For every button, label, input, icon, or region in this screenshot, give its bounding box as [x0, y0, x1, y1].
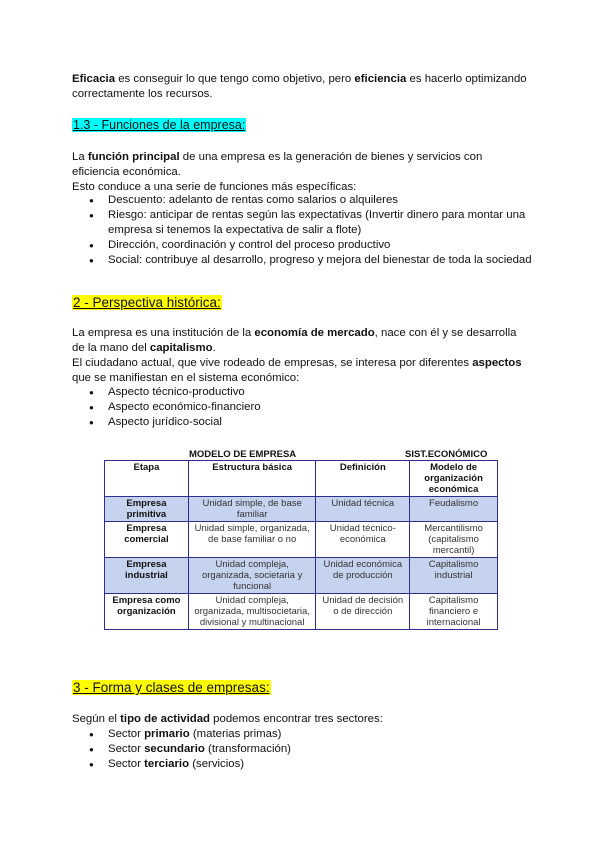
table-caption-right: SIST.ECONÓMICO — [405, 449, 488, 460]
table-cell: Unidad compleja, organizada, multisocietaria, divisional y multinacional — [188, 594, 316, 630]
heading-perspectiva: 2 - Perspectiva histórica: — [73, 295, 221, 310]
list-item: ● Dirección, coordinación y control del proceso productivo — [72, 238, 532, 253]
heading-funciones: 1.3 - Funciones de la empresa: — [73, 118, 246, 132]
list-item: ● Aspecto económico-financiero — [72, 400, 532, 415]
table-row — [105, 497, 498, 522]
heading-forma-clases: 3 - Forma y clases de empresas: — [73, 680, 270, 695]
table-cell: Unidad simple, organizada, de base familiar o no — [188, 522, 316, 558]
table-row — [105, 558, 498, 594]
table-cell: Unidad compleja, organizada, societaria y funcional — [188, 558, 316, 594]
table-cell: Feudalismo — [410, 497, 498, 522]
table-row — [105, 594, 498, 630]
list-item: ● Aspecto jurídico-social — [72, 415, 532, 430]
table-cell: Unidad técnica — [316, 497, 410, 522]
forma-list — [72, 727, 532, 772]
table-caption-left: MODELO DE EMPRESA — [189, 449, 297, 460]
funciones-list — [72, 193, 532, 268]
table-cell: Empresa primitiva — [105, 497, 189, 522]
term-funcion-principal: función principal — [87, 151, 180, 163]
table-header: Definición — [316, 461, 410, 497]
list-item: ● Sector terciario (servicios) — [72, 757, 532, 772]
table-header-row — [105, 461, 498, 497]
forma-paragraph: Según el tipo de actividad podemos encontrar tres sectores: — [72, 713, 383, 725]
table-cell: Capitalismo financiero e internacional — [410, 594, 498, 630]
table-header: Estructura básica — [188, 461, 316, 497]
list-item: ● Descuento: adelanto de rentas como salarios o alquileres — [72, 193, 532, 208]
table-cell: Unidad de decisión o de dirección — [316, 594, 410, 630]
intro-paragraph — [72, 72, 532, 102]
table-cell: Capitalismo industrial — [410, 558, 498, 594]
table-cell: Empresa comercial — [105, 522, 189, 558]
table-header: Modelo de organización económica — [410, 461, 498, 497]
intro-text-1: es conseguir lo que tengo como objetivo, pero — [115, 73, 355, 85]
funciones-paragraph-1: La función principal de una empresa es la generación de bienes y servicios con eficiencia económica. — [72, 151, 483, 178]
list-item: ● Riesgo: anticipar de rentas según las expectativas (Invertir dinero para montar una empresa si tenemos la expectativa de salir a flote) — [72, 208, 532, 238]
term-eficiencia: eficiencia — [354, 73, 407, 85]
table-row — [105, 522, 498, 558]
list-item: ● Sector secundario (transformación) — [72, 742, 532, 757]
modelo-empresa-table — [104, 460, 498, 630]
list-item: ● Aspecto técnico-productivo — [72, 385, 532, 400]
historica-paragraph-1: La empresa es una institución de la economía de mercado, nace con él y se desarrolla de la mano del capitalismo. — [72, 327, 517, 354]
funciones-paragraph-2: Esto conduce a una serie de funciones más específicas: — [72, 181, 357, 193]
historica-list — [72, 385, 532, 430]
table-header: Etapa — [105, 461, 189, 497]
intro-text-2: es hacerlo optimizando correctamente los recursos. — [72, 73, 527, 100]
term-eficacia: Eficacia — [72, 73, 116, 85]
list-item: ● Social: contribuye al desarrollo, progreso y mejora del bienestar de toda la sociedad — [72, 253, 532, 268]
table-cell: Empresa industrial — [105, 558, 189, 594]
table-cell: Unidad económica de producción — [316, 558, 410, 594]
table-cell: Unidad simple, de base familiar — [188, 497, 316, 522]
table-cell: Mercantilismo (capitalismo mercantil) — [410, 522, 498, 558]
historica-paragraph-2: El ciudadano actual, que vive rodeado de empresas, se interesa por diferentes aspectos que se manifiestan en el sistema económico: — [72, 357, 522, 384]
table-cell: Empresa como organización — [105, 594, 189, 630]
table-cell: Unidad técnico-económica — [316, 522, 410, 558]
list-item: ● Sector primario (materias primas) — [72, 727, 532, 742]
